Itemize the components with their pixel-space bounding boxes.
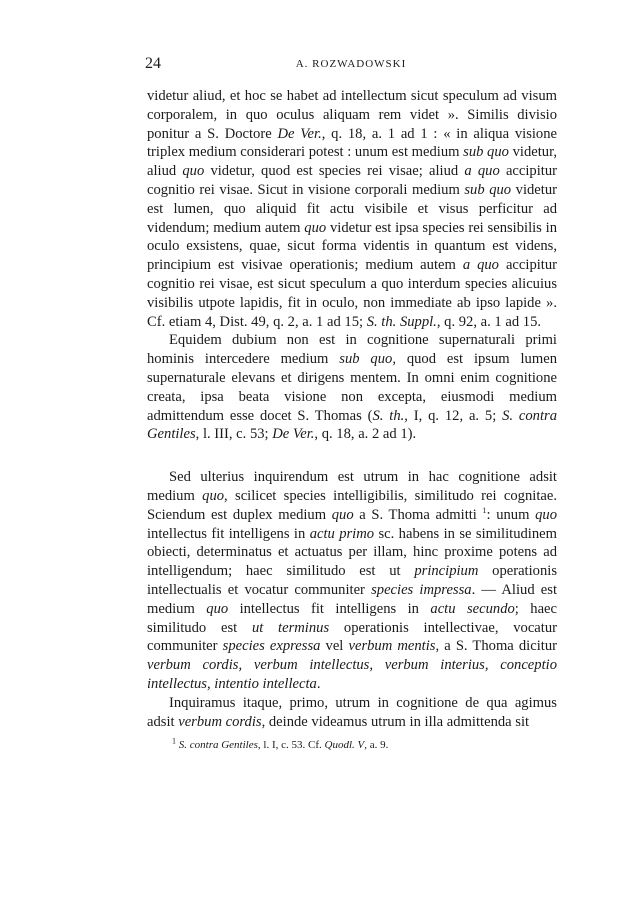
text-run: , l. I, c. 53. Cf. (257, 739, 325, 751)
text-run: Equidem dubium non est in cognitione supernaturali primi hominis intercedere medium (147, 332, 557, 368)
text-run: accipitur cognitio rei visae. Sicut in visione corporali medium (147, 163, 557, 198)
italic-text: sub quo (339, 351, 393, 368)
text-run: Sed ulterius inquirendum est utrum in hac cognitione adsit medium (147, 469, 557, 504)
body-text (147, 87, 557, 731)
italic-text: quo (202, 487, 225, 504)
text-run: , q. 18, a. 1 ad 1 : « in aliqua visione triplex medium considerari potest : unum est medium (147, 125, 557, 161)
text-run: operationis intellectivae, vocatur communiter (147, 619, 557, 655)
text-run: , I, q. 12, a. 5; (404, 407, 503, 424)
running-head: A. ROZWADOWSKI (295, 58, 407, 70)
italic-text: De Ver. (272, 426, 315, 443)
text-run: videtur, quod est species rei visae; aliud (204, 163, 465, 180)
text-run: , q. 92, a. 1 ad 15. (436, 313, 542, 330)
italic-text: a quo (462, 257, 499, 274)
text-run: , l. III, c. 53; (195, 426, 273, 443)
text-run: , a. 9. (364, 739, 389, 751)
italic-text: Quodl. V (324, 739, 365, 751)
italic-text: quo (304, 219, 327, 236)
text-run: , quod est ipsum lumen supernaturale elevans et dirigens mentem. In omni enim cognitione creata, ipsa beata visione non excepta, eiusmodi medium admittendum esse docet S. Thomas ( (147, 351, 557, 424)
italic-text: verbum cordis, verbum intellectus, verbum interius, conceptio intellectus, intentio intellecta (147, 657, 557, 692)
footnote-marker: 1 (172, 736, 176, 746)
text-run: videtur est ipsa species rei sensibilis in oculo exsistens, quae, sicut forma videntis in quantum est videns, principium est visivae operationis; medium autem (147, 219, 558, 274)
text-run: a S. Thoma admitti (353, 506, 483, 523)
italic-text: quo (535, 506, 557, 523)
text-run: intellectus fit intelligens in (147, 525, 310, 542)
text-run: . (316, 675, 321, 692)
text-run: videtur, aliud (147, 144, 558, 180)
section-gap (147, 444, 557, 468)
text-run: vel (320, 638, 349, 655)
italic-text: ut terminus (251, 619, 330, 636)
text-run: . — Aliud est medium (147, 581, 558, 617)
text-run: operationis intellectualis et vocatur communiter (147, 563, 557, 598)
text-run: : unum (486, 506, 536, 523)
italic-text: quo (206, 600, 229, 617)
italic-text: S. th. Suppl. (366, 313, 437, 330)
italic-text: verbum cordis (178, 713, 262, 730)
text-run: , deinde videamus utrum in illa admittenda sit (261, 713, 530, 730)
footnote-marker: 1 (482, 505, 487, 515)
paragraph (147, 468, 557, 694)
text-run: videtur aliud, et hoc se habet ad intellectum sicut speculum ad visum corporalem, in quo oculus aliquam rem videt ». Similis divisio ponitur a S. Doctore (147, 88, 557, 142)
paragraph (147, 694, 557, 732)
italic-text: actu secundo (430, 600, 515, 617)
paragraph (147, 331, 557, 444)
text-run: , a S. Thoma dicitur (435, 638, 557, 655)
italic-text: a quo (464, 163, 500, 180)
italic-text: S. contra Gentiles (147, 407, 557, 443)
italic-text: principium (414, 563, 479, 580)
italic-text: species expressa (222, 638, 321, 655)
italic-text: sub quo (463, 144, 509, 161)
footnote (172, 738, 557, 752)
text-run: Inquiramus itaque, primo, utrum in cognitione de qua agimus adsit (147, 694, 557, 730)
text-run: sc. habens in se similitudinem obiecti, determinatus et actuatus per illam, hinc proxime potens ad intelligendum; haec similitudo est ut (147, 525, 557, 580)
text-run: , scilicet species intelligibilis, similitudo rei cognitae. Sciendum est duplex medium (147, 487, 557, 523)
text-run: , q. 18, a. 2 ad 1). (314, 426, 417, 443)
text-run: intellectus fit intelligens in (228, 600, 431, 617)
italic-text: De Ver. (277, 125, 322, 142)
italic-text: actu primo (309, 525, 375, 542)
page-number: 24 (145, 55, 161, 72)
italic-text: S. contra Gentiles (178, 739, 258, 751)
italic-text: S. th. (372, 407, 405, 424)
italic-text: quo (331, 506, 354, 523)
italic-text: quo (182, 163, 205, 180)
italic-text: verbum mentis (348, 638, 436, 655)
text-run: accipitur cognitio rei visae, est sicut speculum a quo interdum species alicuius visibilis utpote lapidis, fit in oculo, non immediate ab ipso lapide ». Cf. etiam 4, Dist. 49, q. 2, a. 1 ad 15; (147, 257, 558, 330)
italic-text: sub quo (464, 181, 512, 198)
text-run: ; haec similitudo est (147, 600, 558, 636)
text-run: videtur est lumen, quo aliquid fit actu visibile et visus perficitur ad videndum; medium autem (147, 181, 557, 236)
page-header (145, 55, 557, 75)
italic-text: species impressa (371, 581, 472, 598)
paragraph (147, 87, 557, 331)
